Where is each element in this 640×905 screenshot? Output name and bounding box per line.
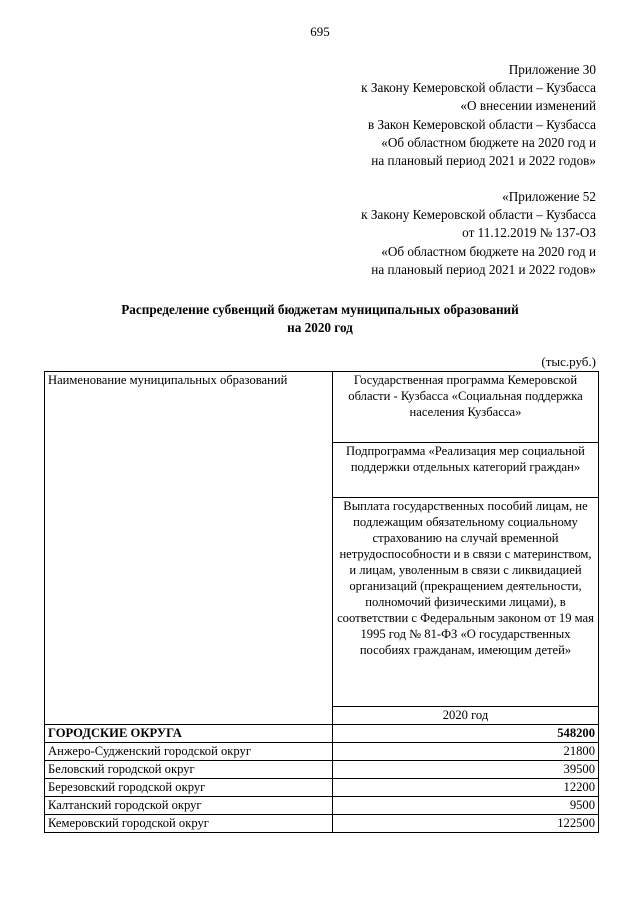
page-number: 695 (310, 24, 330, 39)
document-title-line: Распределение субвенций бюджетам муниципальных образований (121, 302, 519, 317)
appendix-line: «Об областном бюджете на 2020 год и (381, 134, 596, 150)
appendix-line: Приложение 30 (508, 62, 596, 77)
appendix-line: к Закону Кемеровской области – Кузбасса (361, 80, 596, 96)
municipality-name: Калтанский городской округ (45, 797, 333, 815)
municipality-value: 122500 (333, 815, 599, 833)
table-row (45, 779, 599, 797)
table-header-row (45, 372, 599, 443)
subventions-table (44, 371, 599, 833)
municipality-value: 9500 (333, 797, 599, 815)
units-label: (тыс.руб.) (541, 354, 596, 369)
document-title-line: на 2020 год (287, 319, 353, 335)
appendix-header-amendment (361, 61, 596, 170)
appendix-line: «Об областном бюджете на 2020 год и (381, 243, 596, 259)
header-subprogram: Подпрограмма «Реализация мер социальной поддержки отдельных категорий граждан» (333, 443, 599, 498)
group-name: ГОРОДСКИЕ ОКРУГА (45, 725, 333, 743)
header-measure: Выплата государственных пособий лицам, не подлежащим обязательному социальному страхованию на случай временной нетрудоспособности и в связи с материнством, и лицам, уволенным в связи с ликвидацией организаций (прекращением деятельности, полномочий физическими лицами), в соответствии с Федеральным законом от 19 мая 1995 год № 81-ФЗ «О государственных пособиях гражданам, имеющим детей» (333, 498, 599, 707)
municipality-name: Березовский городской округ (45, 779, 333, 797)
appendix-line: к Закону Кемеровской области – Кузбасса (361, 207, 596, 223)
column-header-municipality: Наименование муниципальных образований (45, 372, 333, 725)
appendix-line: на плановый период 2021 и 2022 годов» (371, 261, 596, 277)
appendix-line: в Закон Кемеровской области – Кузбасса (367, 116, 596, 132)
appendix-header-original (361, 188, 596, 279)
appendix-line: «Приложение 52 (502, 189, 596, 204)
appendix-line: «О внесении изменений (460, 98, 596, 114)
table-row (45, 761, 599, 779)
table-row (45, 815, 599, 833)
municipality-name: Кемеровский городской округ (45, 815, 333, 833)
table-row-group-total (45, 725, 599, 743)
table-row (45, 797, 599, 815)
group-value: 548200 (333, 725, 599, 743)
municipality-value: 39500 (333, 761, 599, 779)
header-program: Государственная программа Кемеровской области - Кузбасса «Социальная поддержка населения Кузбасса» (333, 372, 599, 443)
municipality-value: 12200 (333, 779, 599, 797)
header-year: 2020 год (333, 707, 599, 725)
table-row (45, 743, 599, 761)
appendix-line: на плановый период 2021 и 2022 годов» (371, 153, 596, 169)
municipality-name: Анжеро-Судженский городской округ (45, 743, 333, 761)
appendix-line: от 11.12.2019 № 137-ОЗ (462, 225, 596, 241)
document-title (0, 301, 640, 336)
municipality-name: Беловский городской округ (45, 761, 333, 779)
municipality-value: 21800 (333, 743, 599, 761)
